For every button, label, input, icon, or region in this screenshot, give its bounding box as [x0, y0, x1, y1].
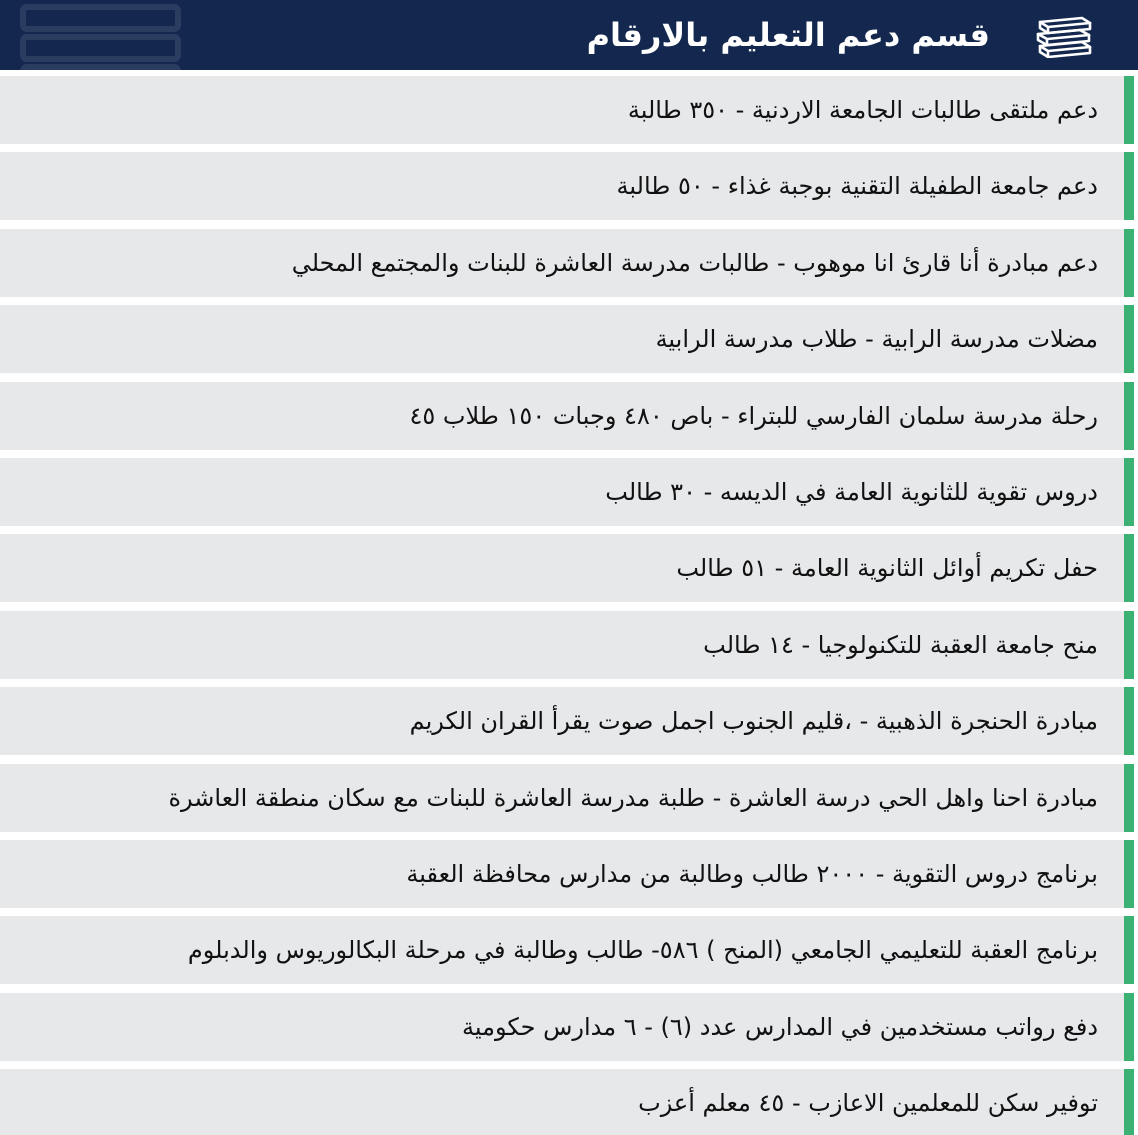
books-icon [1034, 14, 1094, 58]
list-item-text: منح جامعة العقبة للتكنولوجيا - ١٤ طالب [703, 630, 1098, 659]
list-item [0, 458, 1134, 526]
section-title: قسم دعم التعليم بالارقام [586, 16, 990, 54]
list-item [0, 611, 1134, 679]
list-item [0, 76, 1134, 144]
list-item [0, 687, 1134, 755]
list-item [0, 993, 1134, 1061]
list-item [0, 1069, 1134, 1135]
list-item-text: مبادرة الحنجرة الذهبية - ،قليم الجنوب اجمل صوت يقرأ القران الكريم [409, 707, 1098, 736]
list-item [0, 152, 1134, 220]
list-item-text: دروس تقوية للثانوية العامة في الديسه - ٣٠ طالب [605, 477, 1098, 506]
list-item [0, 534, 1134, 602]
list-item-text: دعم مبادرة أنا قارئ انا موهوب - طالبات مدرسة العاشرة للبنات والمجتمع المحلي [291, 248, 1098, 277]
list-item [0, 916, 1134, 984]
list-item-text: دعم جامعة الطفيلة التقنية بوجبة غذاء - ٥٠ طالبة [616, 172, 1098, 201]
list-item-text: دفع رواتب مستخدمين في المدارس عدد (٦) - ٦ مدارس حكومية [462, 1012, 1098, 1041]
section-header [0, 0, 1138, 70]
list-item-text: برنامج العقبة للتعليمي الجامعي (المنح ) ٥٨٦- طالب وطالبة في مرحلة البكالوريوس والدبلوم [187, 936, 1098, 965]
list-item [0, 764, 1134, 832]
list-item-text: حفل تكريم أوائل الثانوية العامة - ٥١ طالب [676, 554, 1098, 583]
list-item-text: مبادرة احنا واهل الحي درسة العاشرة - طلبة مدرسة العاشرة للبنات مع سكان منطقة العاشرة [168, 783, 1098, 812]
list-item-text: توفير سكن للمعلمين الاعازب - ٤٥ معلم أعزب [638, 1089, 1098, 1118]
list-item-text: دعم ملتقى طالبات الجامعة الاردنية - ٣٥٠ طالبة [627, 96, 1098, 124]
support-list [0, 76, 1138, 1135]
list-item [0, 840, 1134, 908]
list-item [0, 382, 1134, 450]
list-item-text: مضلات مدرسة الرابية - طلاب مدرسة الرابية [655, 325, 1098, 354]
list-item-text: برنامج دروس التقوية - ٢٠٠٠ طالب وطالبة من مدارس محافظة العقبة [406, 859, 1098, 888]
books-watermark-icon [18, 2, 188, 70]
list-item [0, 229, 1134, 297]
list-item-text: رحلة مدرسة سلمان الفارسي للبتراء - باص ٤٨٠ وجبات ١٥٠ طلاب ٤٥ [409, 401, 1098, 430]
list-item [0, 305, 1134, 373]
